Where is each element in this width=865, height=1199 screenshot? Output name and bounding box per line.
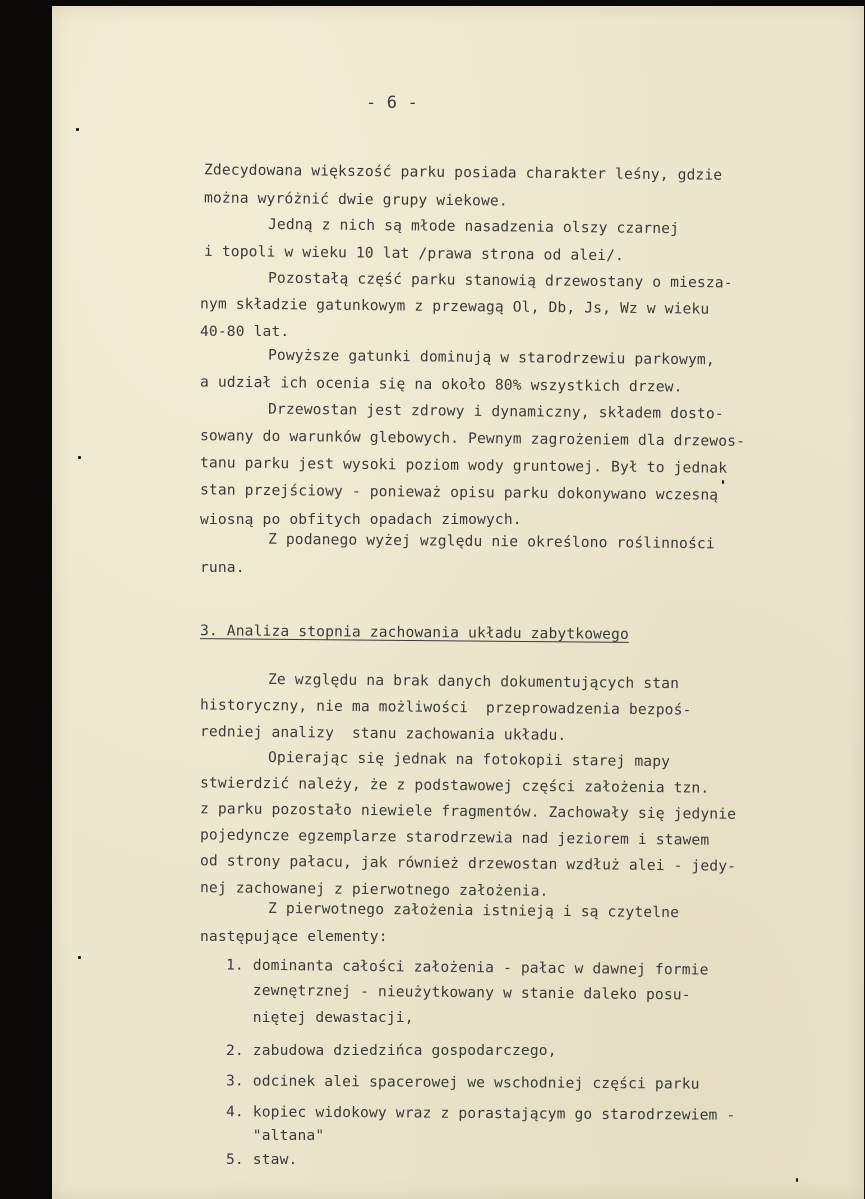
scan-mark	[796, 1178, 798, 1182]
text-line: historyczny, nie ma możliwości przeprowadzenia bezpoś-	[199, 696, 692, 719]
text-line: od strony pałacu, jak również drzewostan wzdłuż alei - jedy-	[199, 852, 737, 875]
text-line: wiosną po obfitych opadach zimowych.	[200, 511, 522, 528]
text-line: Jedną z nich są młode nasadzenia olszy czarnej	[267, 215, 680, 238]
list-item: 2. zabudowa dziedzińca gospodarczego,	[226, 1042, 557, 1059]
text-line: redniej analizy stanu zachowania układu.	[199, 723, 567, 744]
scan-mark	[78, 456, 81, 459]
scan-mark	[76, 128, 79, 131]
text-line: nym składzie gatunkowym z przewagą Ol, Db, Js, Wz w wieku	[199, 295, 710, 318]
text-line: można wyróżnić dwie grupy wiekowe.	[203, 189, 508, 210]
text-line: Z pierwotnego założenia istnieją i są czytelne	[267, 899, 680, 922]
text-line: Drzewostan jest zdrowy i dynamiczny, składem dosto-	[267, 400, 724, 423]
document-page	[52, 6, 864, 1199]
text-line: Ze względu na brak danych dokumentujących stan	[267, 670, 680, 693]
text-line: Zdecydowana większość parku posiada charakter leśny, gdzie	[203, 161, 723, 184]
text-line: następujące elementy:	[200, 928, 388, 945]
text-line: 40-80 lat.	[200, 323, 290, 340]
text-line: Pozostałą część parku stanowią drzewostany o miesza-	[267, 269, 733, 292]
list-item: niętej dewastacji,	[226, 1009, 414, 1026]
list-item: "altana"	[226, 1127, 325, 1144]
text-line: nej zachowanej z pierwotnego założenia.	[199, 879, 549, 900]
text-line: Opierając się jednak na fotokopii starej mapy	[267, 748, 671, 771]
text-line: i topoli w wieku 10 lat /prawa strona od alei/.	[203, 242, 625, 265]
text-line: stan przejściowy - ponieważ opisu parku dokonywano wczesną	[199, 481, 719, 504]
list-item: zewnętrznej - nieużytkowany w stanie daleko posu-	[225, 981, 691, 1004]
section-heading: 3. Analiza stopnia zachowania układu zabytkowego	[199, 622, 630, 643]
text-line: runa.	[200, 559, 245, 576]
scan-mark	[78, 956, 81, 959]
text-line: pojedyncze egzemplarze starodrzewia nad jeziorem i stawem	[199, 826, 710, 849]
text-line: tanu parku jest wysoki poziom wody gruntowej. Był to jednak	[199, 454, 728, 477]
text-line: z parku pozostało niewiele fragmentów. Zachowały się jedynie	[199, 800, 737, 823]
scan-mark	[722, 480, 724, 484]
text-line: stwierdzić należy, że z podstawowej części założenia tzn.	[199, 774, 710, 797]
text-line: Z podanego wyżej względu nie określono roślinności	[267, 530, 715, 553]
text-line: Powyższe gatunki dominują w starodrzewiu parkowym,	[267, 346, 715, 369]
list-item: 5. staw.	[226, 1151, 298, 1168]
text-line: a udział ich ocenia się na około 80% wszystkich drzew.	[199, 373, 683, 396]
list-item: 1. dominanta całości założenia - pałac w dawnej formie	[225, 956, 709, 979]
text-line: sowany do warunków glebowych. Pewnym zagrożeniem dla drzewos-	[199, 427, 746, 450]
list-item: 4. kopiec widokowy wraz z porastającym go starodrzewiem -	[225, 1103, 736, 1124]
page-number: - 6 -	[366, 93, 418, 113]
list-item: 3. odcinek alei spacerowej we wschodniej części parku	[225, 1072, 700, 1093]
